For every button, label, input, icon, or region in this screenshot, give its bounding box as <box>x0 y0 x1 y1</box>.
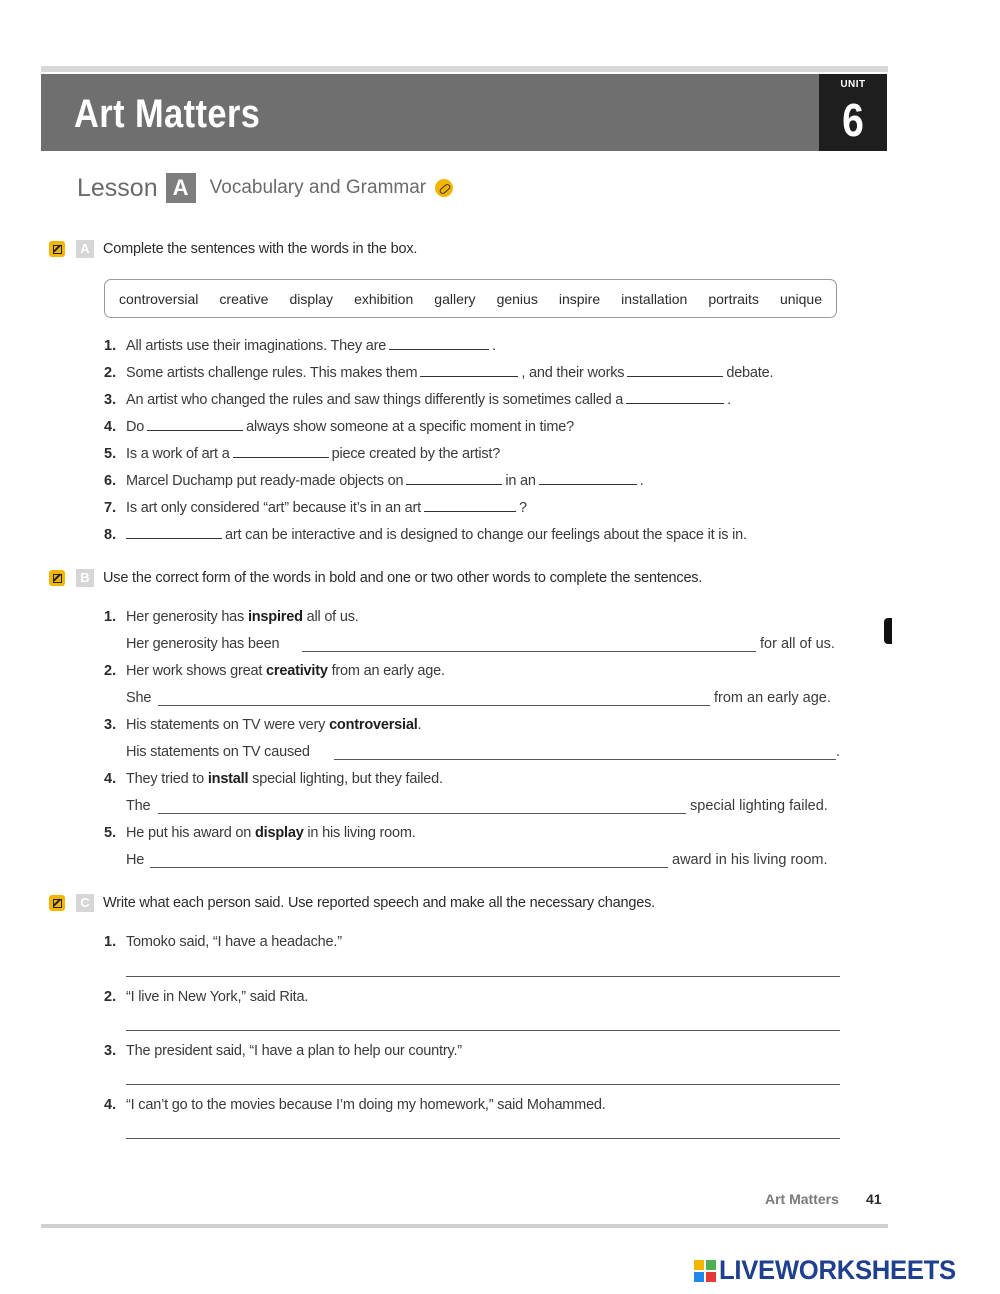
exercise-b-item-3-start: His statements on TV caused <box>126 744 310 760</box>
answer-line[interactable] <box>126 1138 840 1139</box>
word-box-item: controversial <box>119 290 199 307</box>
item-number: 1. <box>104 934 117 950</box>
answer-blank[interactable] <box>420 376 518 377</box>
answer-blank[interactable] <box>233 457 329 458</box>
item-text: He put his award on <box>126 825 255 841</box>
exercise-b-item-2-start: She <box>126 690 152 706</box>
answer-line[interactable] <box>150 867 668 868</box>
item-text: . <box>639 473 644 489</box>
answer-line[interactable] <box>126 976 840 977</box>
item-text: from an early age. <box>327 663 445 679</box>
exercise-a-item-5 <box>126 446 500 462</box>
item-number: 2. <box>104 663 117 679</box>
lesson-letter: A <box>166 173 196 203</box>
item-number: 1. <box>104 609 117 625</box>
page-title: Art Matters <box>74 92 261 136</box>
item-text: always show someone at a specific moment in time? <box>246 419 575 435</box>
word-box-item: unique <box>779 290 822 307</box>
answer-line[interactable] <box>158 705 710 706</box>
section-letter: A <box>76 240 94 258</box>
exercise-b-item-4-end: special lighting failed. <box>690 798 828 814</box>
exercise-c-item-2: “I live in New York,” said Rita. <box>126 989 309 1005</box>
exercise-a-item-4 <box>126 419 574 435</box>
item-text: ? <box>519 500 527 516</box>
item-text: Some artists challenge rules. This makes them <box>126 365 418 381</box>
item-number: 7. <box>104 500 117 516</box>
item-number: 6. <box>104 473 117 489</box>
word-box-item: gallery <box>434 290 476 307</box>
item-text: All artists use their imaginations. They are <box>126 338 387 354</box>
word-box-item: portraits <box>708 290 759 307</box>
key-word: install <box>207 771 249 787</box>
logo-square <box>694 1260 704 1270</box>
word-box-item: installation <box>621 290 688 307</box>
exercise-c-item-4: “I can’t go to the movies because I’m doing my homework,” said Mohammed. <box>126 1097 606 1113</box>
answer-blank[interactable] <box>539 484 637 485</box>
logo-text: LIVEWORKSHEETS <box>719 1255 956 1285</box>
lesson-subtitle: Vocabulary and Grammar <box>209 177 427 198</box>
unit-badge <box>819 74 887 151</box>
logo-square <box>706 1272 716 1282</box>
exercise-b-item-1-end: for all of us. <box>760 636 835 652</box>
answer-blank[interactable] <box>406 484 502 485</box>
item-text: Marcel Duchamp put ready-made objects on <box>126 473 404 489</box>
exercise-c-item-3: The president said, “I have a plan to help our country.” <box>126 1043 462 1059</box>
item-text: An artist who changed the rules and saw things differently is sometimes called a <box>126 392 624 408</box>
item-text: piece created by the artist? <box>331 446 501 462</box>
section-instruction: Use the correct form of the words in bold and one or two other words to complete the sentences. <box>103 570 703 586</box>
item-number: 8. <box>104 527 117 543</box>
item-number: 2. <box>104 365 117 381</box>
exercise-a-item-3 <box>126 392 731 408</box>
item-number: 4. <box>104 771 117 787</box>
exercise-b-item-3-end: . <box>836 744 841 760</box>
logo-square <box>694 1272 704 1282</box>
exercise-a-item-6 <box>126 473 644 489</box>
item-number: 4. <box>104 1097 117 1113</box>
lesson-word: Lesson <box>77 173 158 202</box>
item-number: 1. <box>104 338 117 354</box>
answer-line[interactable] <box>302 651 756 652</box>
section-instruction: Complete the sentences with the words in the box. <box>103 241 418 257</box>
exercise-b-item-3-prompt <box>126 717 421 733</box>
item-text: debate. <box>726 365 774 381</box>
word-box <box>104 279 837 318</box>
exercise-b-item-1-start: Her generosity has been <box>126 636 280 652</box>
word-box-item: inspire <box>558 290 601 307</box>
section-letter: C <box>76 894 94 912</box>
item-text: art can be interactive and is designed to change our feelings about the space it is in. <box>225 527 747 543</box>
item-text: Her work shows great <box>126 663 267 679</box>
section-a-heading <box>49 239 417 259</box>
section-b-heading <box>49 568 702 588</box>
answer-line[interactable] <box>126 1030 840 1031</box>
item-text: Do <box>126 419 145 435</box>
word-box-item: creative <box>219 290 269 307</box>
footer-title: Art Matters <box>765 1191 839 1207</box>
item-text: special lighting, but they failed. <box>248 771 443 787</box>
unit-number: 6 <box>842 94 864 146</box>
item-text: . <box>492 338 496 354</box>
exercise-b-item-5-end: award in his living room. <box>672 852 828 868</box>
exercise-b-item-2-end: from an early age. <box>714 690 831 706</box>
word-box-item: genius <box>496 290 538 307</box>
item-text: They tried to <box>126 771 208 787</box>
logo-square <box>706 1260 716 1270</box>
exercise-a-item-7 <box>126 500 527 516</box>
unit-label: UNIT <box>840 79 866 90</box>
section-instruction: Write what each person said. Use reported speech and make all the necessary changes. <box>103 895 655 911</box>
pencil-icon <box>49 895 65 911</box>
section-letter: B <box>76 569 94 587</box>
answer-blank[interactable] <box>147 430 243 431</box>
item-text: Is a work of art a <box>126 446 230 462</box>
exercise-b-item-4-start: The <box>126 798 151 814</box>
key-word: display <box>255 825 304 841</box>
item-number: 4. <box>104 419 117 435</box>
exercise-a-item-8 <box>126 527 747 543</box>
item-text: Is art only considered “art” because it’s in an art <box>126 500 421 516</box>
item-text: in an <box>505 473 536 489</box>
exercise-b-item-4-prompt <box>126 771 443 787</box>
scroll-handle[interactable] <box>884 618 892 644</box>
exercise-b-item-2-prompt <box>126 663 445 679</box>
item-text: Her generosity has <box>126 609 248 625</box>
item-text: , and their works <box>521 365 625 381</box>
exercise-b-item-5-start: He <box>126 852 145 868</box>
page-number: 41 <box>866 1191 882 1207</box>
exercise-a-item-2 <box>126 365 773 381</box>
key-word: creativity <box>266 663 328 679</box>
exercise-b-item-5-prompt <box>126 825 416 841</box>
item-number: 3. <box>104 1043 117 1059</box>
answer-blank[interactable] <box>626 403 724 404</box>
key-word: inspired <box>247 609 303 625</box>
exercise-b-item-1-prompt <box>126 609 359 625</box>
item-number: 5. <box>104 825 117 841</box>
item-text: in his living room. <box>303 825 416 841</box>
answer-line[interactable] <box>158 813 686 814</box>
exercise-c-item-1: Tomoko said, “I have a headache.” <box>126 934 342 950</box>
pencil-icon <box>49 241 65 257</box>
answer-line[interactable] <box>126 1084 840 1085</box>
item-number: 3. <box>104 717 117 733</box>
answer-blank[interactable] <box>627 376 723 377</box>
item-text: all of us. <box>302 609 359 625</box>
exercise-a-item-1 <box>126 338 496 354</box>
key-word: controversial <box>329 717 418 733</box>
logo-grid-icon <box>694 1260 716 1282</box>
item-number: 5. <box>104 446 117 462</box>
item-text: . <box>417 717 422 733</box>
link-icon <box>435 179 453 197</box>
item-number: 3. <box>104 392 117 408</box>
answer-line[interactable] <box>334 759 836 760</box>
item-text: . <box>727 392 731 408</box>
answer-blank[interactable] <box>389 349 489 350</box>
item-number: 2. <box>104 989 117 1005</box>
word-box-item: exhibition <box>354 290 414 307</box>
pencil-icon <box>49 570 65 586</box>
lesson-heading <box>77 172 453 204</box>
answer-blank[interactable] <box>126 538 222 539</box>
liveworksheets-logo <box>694 1255 968 1286</box>
answer-blank[interactable] <box>424 511 516 512</box>
section-c-heading <box>49 893 655 913</box>
item-text: His statements on TV were very <box>126 717 330 733</box>
word-box-item: display <box>289 290 334 307</box>
